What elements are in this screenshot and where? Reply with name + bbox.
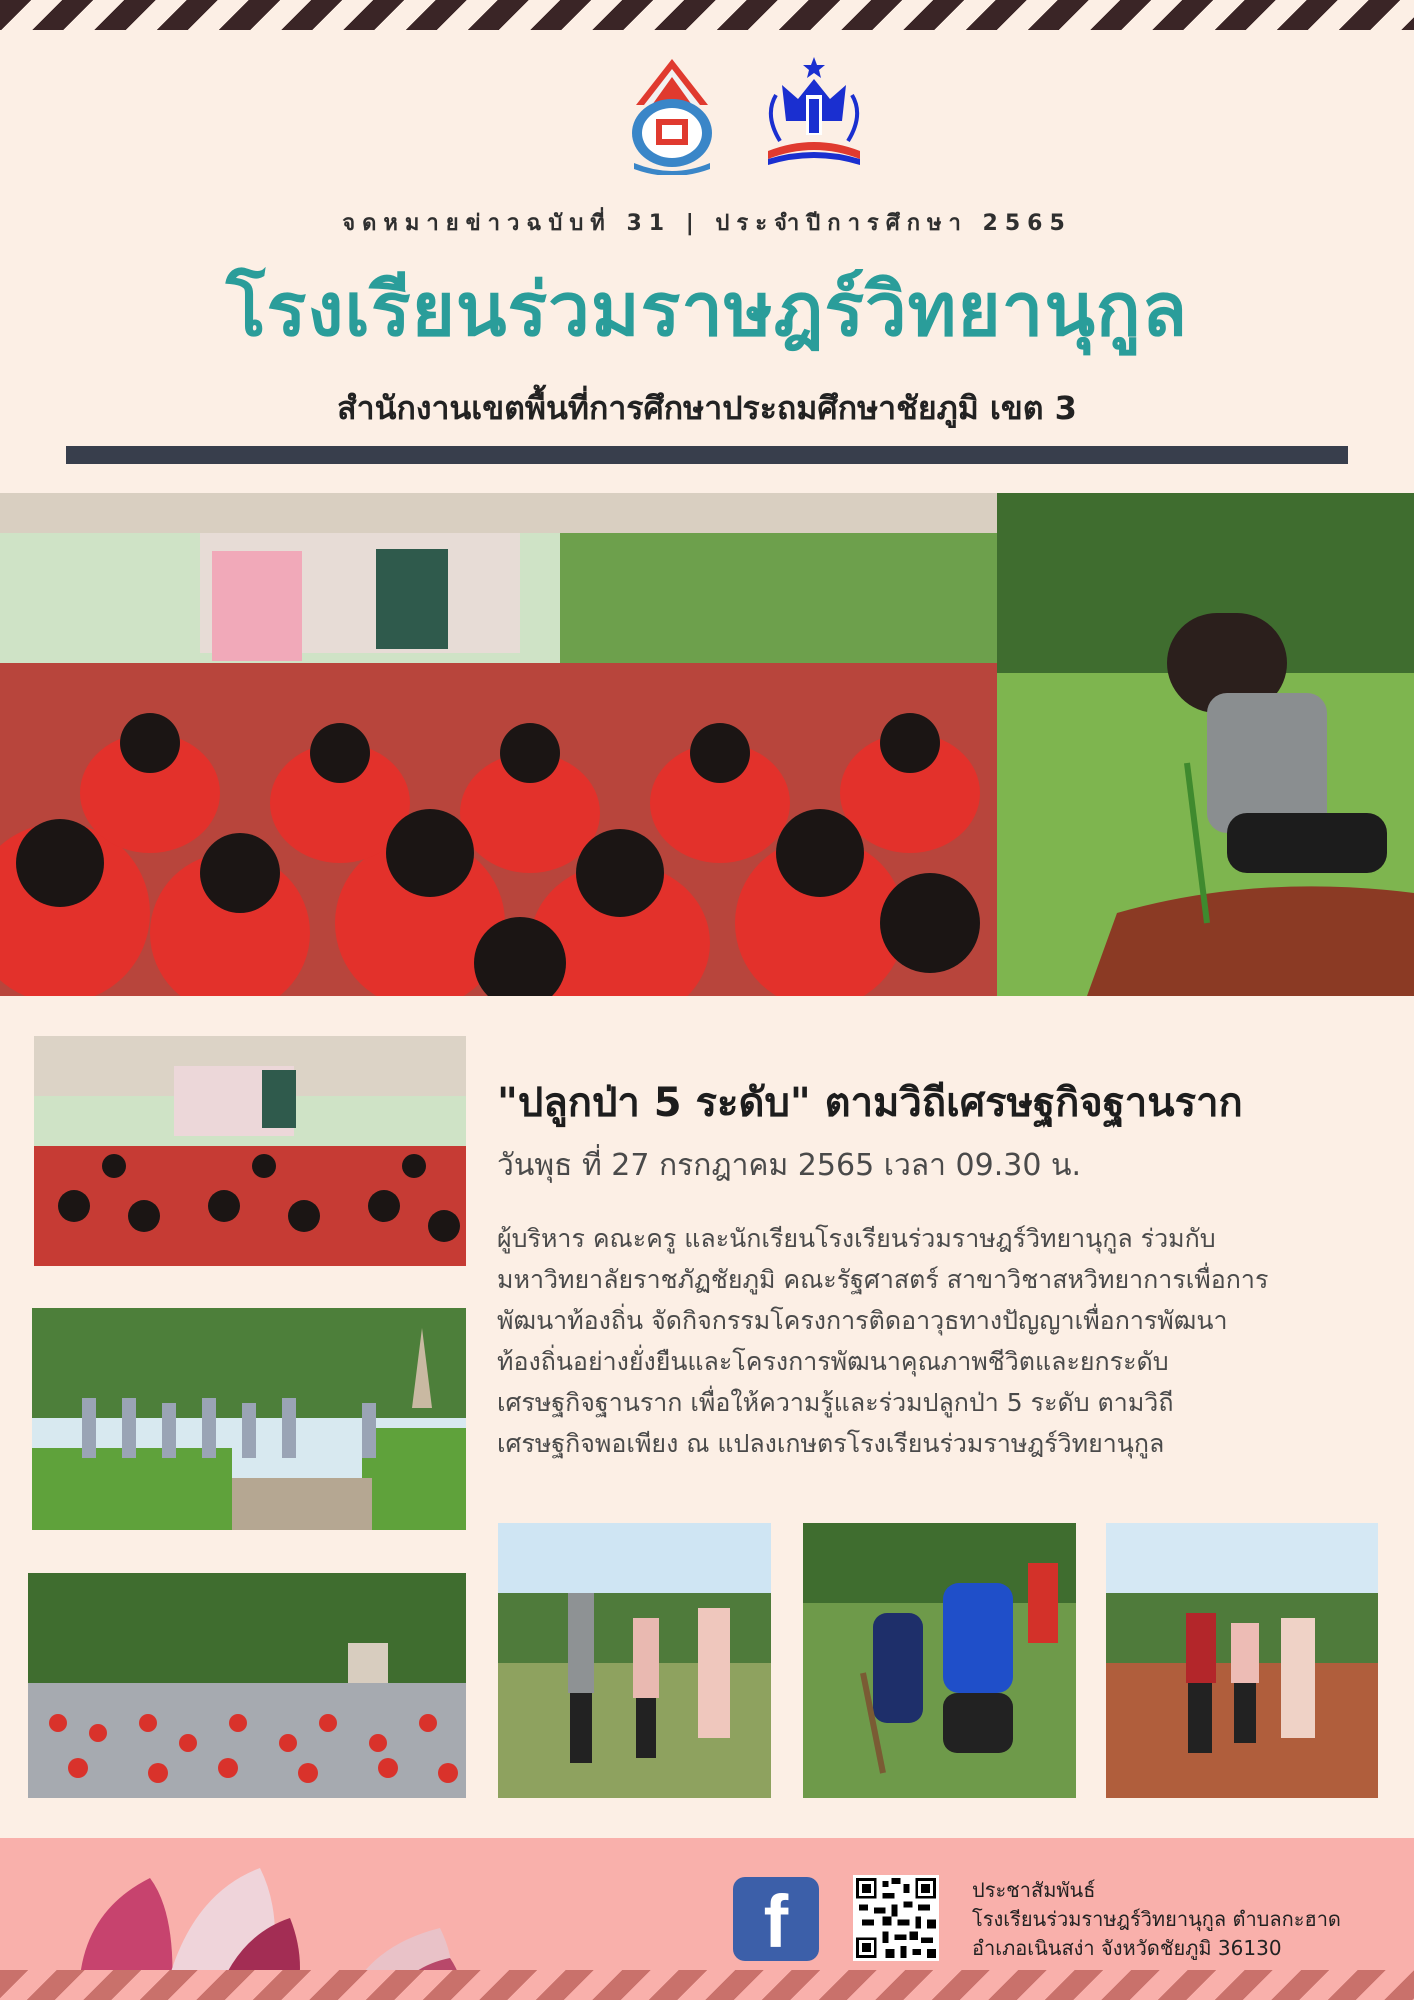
bottom-stripe-border — [0, 1970, 1414, 2000]
photo-students-seated-small — [34, 1036, 466, 1266]
logo-group — [612, 55, 874, 175]
photo-students-seated-large — [0, 493, 997, 996]
article-body-line: เศรษฐกิจพอเพียง ณ แปลงเกษตรโรงเรียนร่วมราษฎร์วิทยานุกูล — [497, 1429, 1165, 1458]
footer-district-address: อำเภอเนินสง่า จังหวัดชัยภูมิ 36130 — [972, 1936, 1282, 1960]
photo-planting-together — [803, 1523, 1076, 1798]
top-stripe-border — [0, 0, 1414, 30]
education-office-subtitle: สำนักงานเขตพื้นที่การศึกษาประถมศึกษาชัยภูมิ เขต 3 — [337, 389, 1077, 427]
school-title: โรงเรียนร่วมราษฎร์วิทยานุกูล — [225, 267, 1189, 353]
photo-three-people-standing — [498, 1523, 771, 1798]
article-body-line: เศรษฐกิจฐานราก เพื่อให้ความรู้และร่วมปลูกป่า 5 ระดับ ตามวิถี — [497, 1388, 1174, 1417]
article-body-line: ผู้บริหาร คณะครู และนักเรียนโรงเรียนร่วมราษฎร์วิทยานุกูล ร่วมกับ — [497, 1224, 1216, 1253]
photo-teacher-planting — [997, 493, 1414, 996]
footer-school-address: โรงเรียนร่วมราษฎร์วิทยานุกูล ตำบลกะฮาด — [972, 1907, 1341, 1931]
school-emblem-icon — [612, 55, 732, 175]
article-date: วันพุธ ที่ 27 กรกฎาคม 2565 เวลา 09.30 น. — [497, 1148, 1082, 1183]
photo-schoolyard-assembly — [28, 1573, 466, 1798]
photo-assembly-garden — [32, 1308, 466, 1530]
facebook-icon[interactable]: f — [733, 1877, 819, 1961]
photo-three-people-field — [1106, 1523, 1378, 1798]
title-divider — [66, 446, 1348, 464]
footer-pr-label: ประชาสัมพันธ์ — [972, 1878, 1096, 1902]
footer-contact — [972, 1876, 1341, 1963]
article-body-line: มหาวิทยาลัยราชภัฏชัยภูมิ คณะรัฐศาสตร์ สาขาวิชาสหวิทยาการเพื่อการ — [497, 1265, 1269, 1294]
article-body — [497, 1218, 1377, 1464]
article-body-line: ท้องถิ่นอย่างยั่งยืนและโครงการพัฒนาคุณภาพชีวิตและยกระดับ — [497, 1347, 1169, 1376]
issue-line: จดหมายข่าวฉบับที่ 31 | ประจำปีการศึกษา 2565 — [342, 211, 1072, 236]
obec-emblem-icon — [754, 55, 874, 175]
footer — [0, 1838, 1414, 2000]
article-body-line: พัฒนาท้องถิ่น จัดกิจกรรมโครงการติดอาวุธทางปัญญาเพื่อการพัฒนา — [497, 1306, 1228, 1335]
article-headline: "ปลูกป่า 5 ระดับ" ตามวิถีเศรษฐกิจฐานราก — [497, 1080, 1243, 1126]
qr-code-icon — [853, 1875, 939, 1961]
